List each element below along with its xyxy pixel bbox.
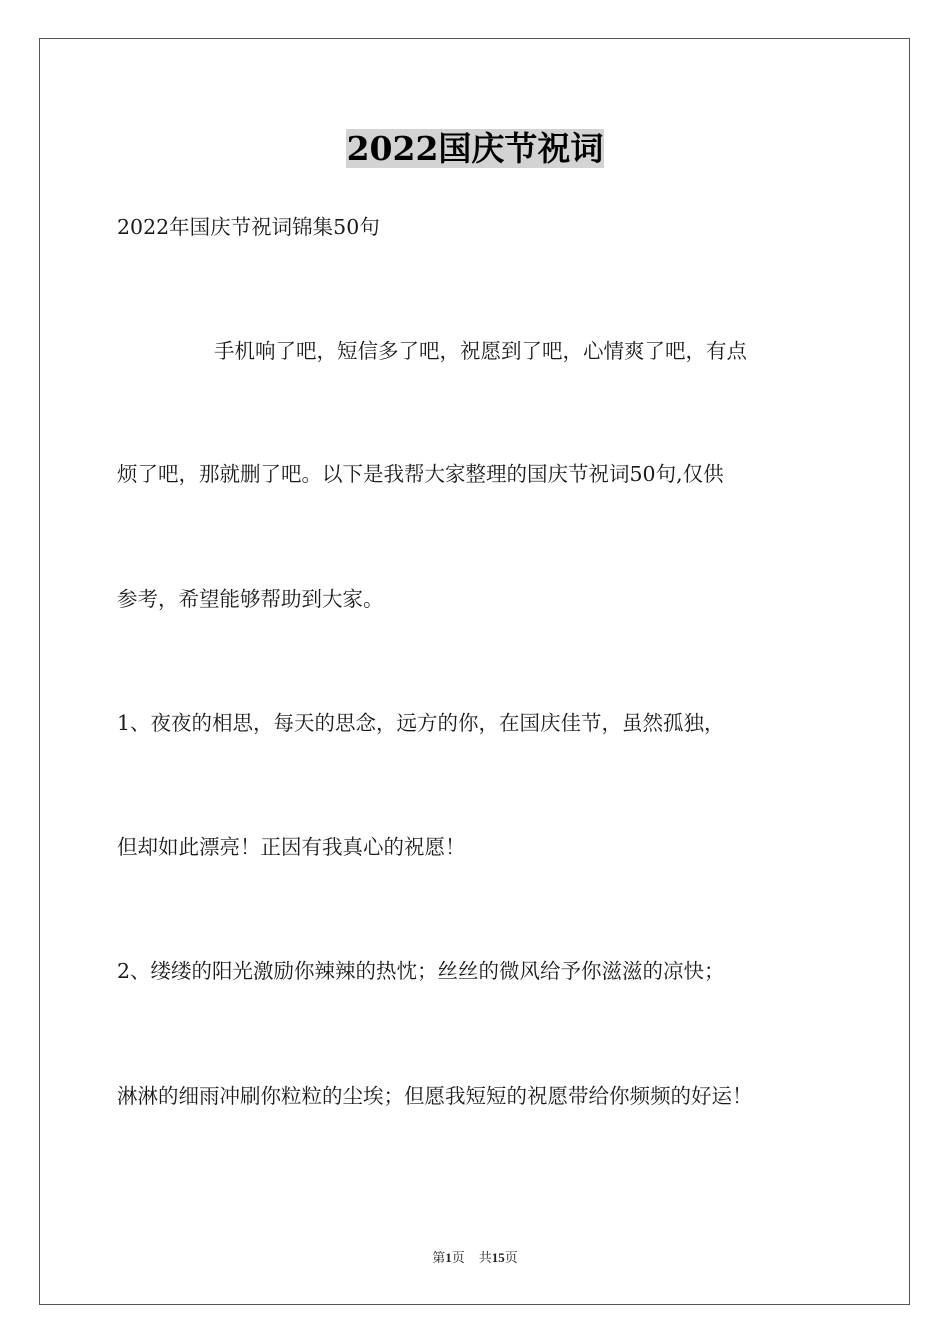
paragraph-line: 淋淋的细雨冲刷你粒粒的尘埃；但愿我短短的祝愿带给你频频的好运！ <box>117 1084 753 1108</box>
footer-total-pages: 15 <box>491 1250 505 1265</box>
document-title-text: 2022国庆节祝词 <box>346 129 604 168</box>
footer-page-suffix: 页 <box>451 1250 465 1265</box>
footer-page-number: 1 <box>445 1250 452 1265</box>
paragraph-line: 1、夜夜的相思，每天的思念，远方的你，在国庆佳节，虽然孤独， <box>117 711 725 735</box>
footer-total-suffix: 页 <box>504 1250 518 1265</box>
paragraph-line: 手机响了吧，短信多了吧，祝愿到了吧，心情爽了吧，有点 <box>214 339 747 363</box>
document-title <box>0 126 950 172</box>
paragraph-line: 2、缕缕的阳光激励你辣辣的热忱；丝丝的微风给予你滋滋的凉快； <box>117 959 725 983</box>
paragraph-line: 但却如此漂亮！正因有我真心的祝愿！ <box>117 835 466 859</box>
paragraph-line: 参考，希望能够帮助到大家。 <box>117 587 384 611</box>
footer-total-prefix: 共 <box>478 1250 492 1265</box>
footer-page-prefix: 第 <box>432 1250 446 1265</box>
paragraph-line: 烦了吧，那就删了吧。以下是我帮大家整理的国庆节祝词50句,仅供 <box>117 462 724 486</box>
page-footer <box>0 1247 950 1266</box>
document-subtitle: 2022年国庆节祝词锦集50句 <box>117 215 380 239</box>
